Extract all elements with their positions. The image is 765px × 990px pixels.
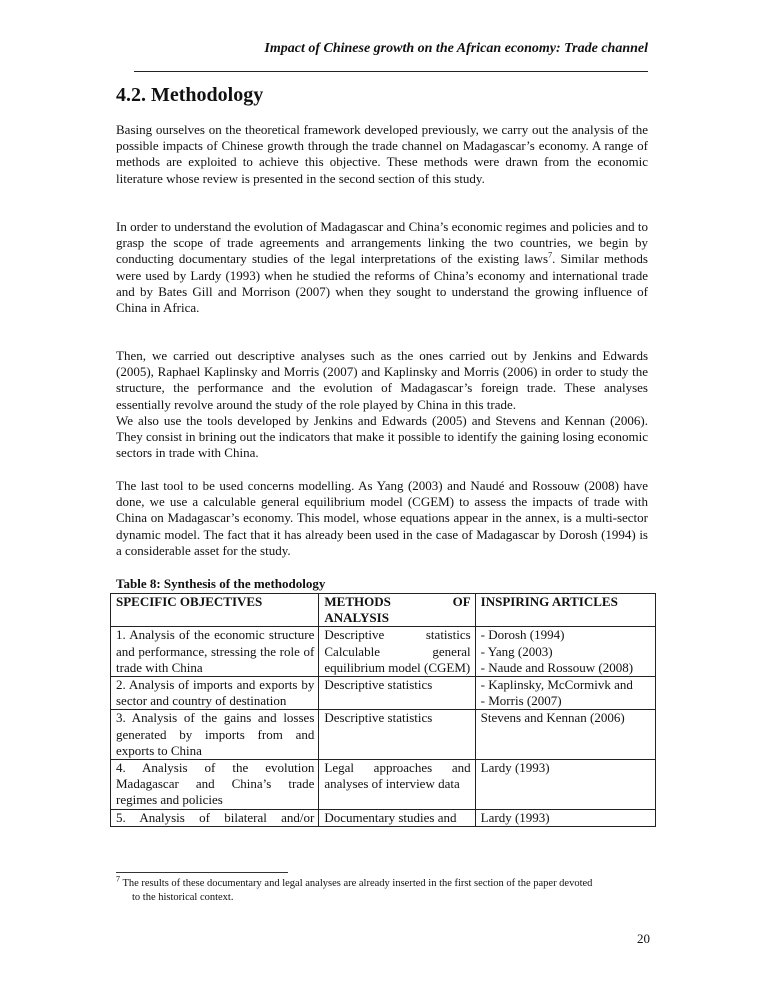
- table-header-row: [111, 594, 656, 627]
- section-title: 4.2. Methodology: [116, 84, 264, 106]
- table-row: [111, 710, 656, 760]
- articles-cell: [475, 809, 655, 826]
- method-cell: Descriptive statistics: [319, 710, 475, 760]
- articles-cell: [475, 627, 655, 677]
- objective-cell: 1. Analysis of the economic structure and performance, stressing the role of trade with China: [111, 627, 319, 677]
- article-item: - Dorosh (1994): [480, 627, 565, 643]
- page-number: 20: [637, 931, 650, 946]
- paragraph-2-start: In order to understand the evolution of Madagascar and China’s economic regimes and policies and to grasp the scope of trade agreements and arrangements linking the two countries, we begin by conducting documentary studies of the legal interpretations of the existing laws: [116, 219, 648, 267]
- paragraph-1: Basing ourselves on the theoretical framework developed previously, we carry out the analysis of the possible impacts of Chinese growth through the trade channel on Madagascar’s economy. A range of methods are exploited to achieve this objective. These methods were drawn from the economic literature whose review is presented in the second section of this study.: [116, 122, 648, 186]
- header-methods-line2: ANALYSIS: [324, 610, 389, 626]
- objective-cell: 2. Analysis of imports and exports by sector and country of destination: [111, 677, 319, 710]
- table-row: [111, 760, 656, 810]
- footnote-rule: [116, 872, 288, 873]
- method-cell: Descriptive statistics Calculable general equilibrium model (CGEM): [319, 627, 475, 677]
- articles-cell: [475, 710, 655, 760]
- articles-cell: [475, 677, 655, 710]
- footnote-reference[interactable]: 7: [548, 251, 553, 261]
- paragraph-4: We also use the tools developed by Jenkins and Edwards (2005) and Stevens and Kennan (2006). They consist in brining out the indicators that make it possible to identify the gaining losing economic sectors in trade with China.: [116, 413, 648, 461]
- method-cell: Documentary studies and: [319, 809, 475, 826]
- objective-cell: 5. Analysis of bilateral and/or: [111, 809, 319, 826]
- header-methods: [319, 594, 475, 627]
- paragraph-2-end: . Similar methods were used by Lardy (1993) when he studied the reforms of China’s economy and international trade and by Bates Gill and Morrison (2007) when they sought to understand the growing influence of China in Africa.: [116, 251, 648, 316]
- paragraph-5: The last tool to be used concerns modelling. As Yang (2003) and Naudé and Rossouw (2008) have done, we use a calculable general equilibrium model (CGEM) to assess the impacts of trade with China on Madagascar’s economy. This model, whose equations appear in the annex, is a multi-sector dynamic model. The fact that it has already been used in the case of Madagascar by Dorosh (1994) is a considerable asset for the study.: [116, 478, 648, 558]
- footnote: [116, 874, 652, 905]
- table-caption: Table 8: Synthesis of the methodology: [116, 576, 326, 591]
- paragraph-3: Then, we carried out descriptive analyses such as the ones carried out by Jenkins and Edwards (2005), Raphael Kaplinsky and Morris (2007) and Kaplinsky and Morris (2006) in order to study the structure, the performance and the evolution of Madagascar’s foreign trade. These analyses essentially revolve around the study of the role played by China in this trade.: [116, 348, 648, 412]
- header-objectives: SPECIFIC OBJECTIVES: [111, 594, 319, 627]
- article-item: - Naude and Rossouw (2008): [480, 659, 634, 675]
- footnote-marker: 7: [116, 874, 120, 884]
- article-item: Stevens and Kennan (2006): [480, 710, 625, 726]
- header-rule: [134, 71, 648, 72]
- method-cell: Legal approaches and analyses of interview data: [319, 760, 475, 810]
- table-row: [111, 677, 656, 710]
- footnote-text-line1: The results of these documentary and legal analyses are already inserted in the first section of the paper devoted: [122, 878, 593, 889]
- article-item: Lardy (1993): [480, 760, 550, 776]
- header-articles: INSPIRING ARTICLES: [475, 594, 655, 627]
- header-methods-line1: METHODS OF: [324, 594, 471, 609]
- articles-cell: [475, 760, 655, 810]
- methodology-table: [110, 593, 656, 827]
- table-row: [111, 809, 656, 826]
- paragraph-2: [116, 219, 648, 316]
- article-item: - Kaplinsky, McCormivk and: [480, 677, 633, 693]
- objective-cell: 4. Analysis of the evolution Madagascar and China’s trade regimes and policies: [111, 760, 319, 810]
- footnote-text-line2: to the historical context.: [132, 892, 234, 903]
- method-cell: Descriptive statistics: [319, 677, 475, 710]
- table-row: [111, 627, 656, 677]
- running-header: Impact of Chinese growth on the African economy: Trade channel: [264, 41, 648, 56]
- objective-cell: 3. Analysis of the gains and losses generated by imports from and exports to China: [111, 710, 319, 760]
- article-item: - Morris (2007): [480, 693, 562, 709]
- article-item: - Yang (2003): [480, 643, 553, 659]
- article-item: Lardy (1993): [480, 809, 550, 825]
